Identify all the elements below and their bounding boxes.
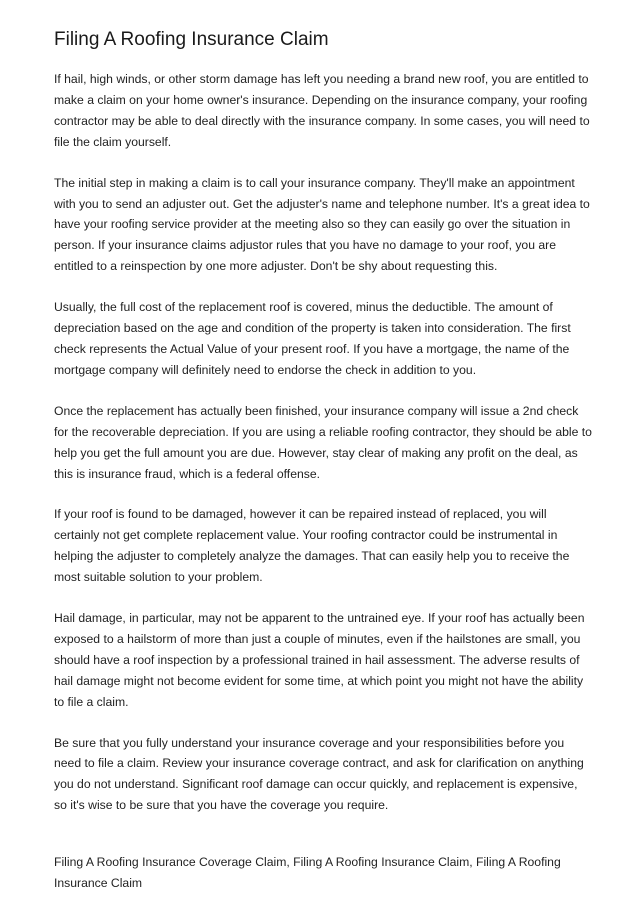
paragraph-coverage: Be sure that you fully understand your insurance coverage and your responsibilities before you need to file a claim. Review your insurance coverage contract, and ask for clarification on anything you do not understand. Significant roof damage can occur quickly, and replacement is expensive, so it's wise to be sure that you have the coverage you require.	[54, 735, 584, 813]
document-page	[54, 27, 592, 894]
paragraph-hail-damage: Hail damage, in particular, may not be apparent to the untrained eye. If your roof has actually been exposed to a hailstorm of more than just a couple of minutes, even if the hailstones are small, you should have a roof inspection by a professional trained in hail assessment. The adverse results of hail damage might not become evident for some time, at which point you might not have the ability to file a claim.	[54, 611, 585, 709]
paragraph-initial-step: The initial step in making a claim is to call your insurance company. They'll make an appointment with you to send an adjuster out. Get the adjuster's name and telephone number. It's a great idea to have your roofing service provider at the meeting also so they can easily go over the situation in person. If your insurance claims adjustor rules that you have no damage to your roof, you are entitled to a reinspection by one more adjuster. Don't be shy about requesting this.	[54, 175, 590, 274]
paragraph-full-cost: Usually, the full cost of the replacement roof is covered, minus the deductible. The amount of depreciation based on the age and condition of the property is taken into consideration. The first check represents the Actual Value of your present roof. If you have a mortgage, the name of the mortgage company will definitely need to endorse the check in addition to you.	[54, 300, 571, 377]
document-title: Filing A Roofing Insurance Claim	[54, 29, 329, 50]
document-tags: Filing A Roofing Insurance Coverage Claim, Filing A Roofing Insurance Claim, Filing A Roofing Insurance Claim	[54, 855, 561, 891]
paragraph-intro: If hail, high winds, or other storm damage has left you needing a brand new roof, you are entitled to make a claim on your home owner's insurance. Depending on the insurance company, your roofing contractor may be able to deal directly with the insurance company. In some cases, you will need to file the claim yourself.	[54, 72, 590, 149]
paragraph-replacement-finished: Once the replacement has actually been finished, your insurance company will issue a 2nd check for the recoverable depreciation. If you are using a reliable roofing contractor, they should be able to help you get the full amount you are due. However, stay clear of making any profit on the deal, as this is insurance fraud, which is a federal offense.	[54, 403, 592, 481]
paragraph-roof-damaged: If your roof is found to be damaged, however it can be repaired instead of replaced, you will certainly not get complete replacement value. Your roofing contractor could be instrumental in helping the adjuster to completely analyze the damages. That can easily help you to receive the most suitable solution to your problem.	[54, 507, 570, 585]
